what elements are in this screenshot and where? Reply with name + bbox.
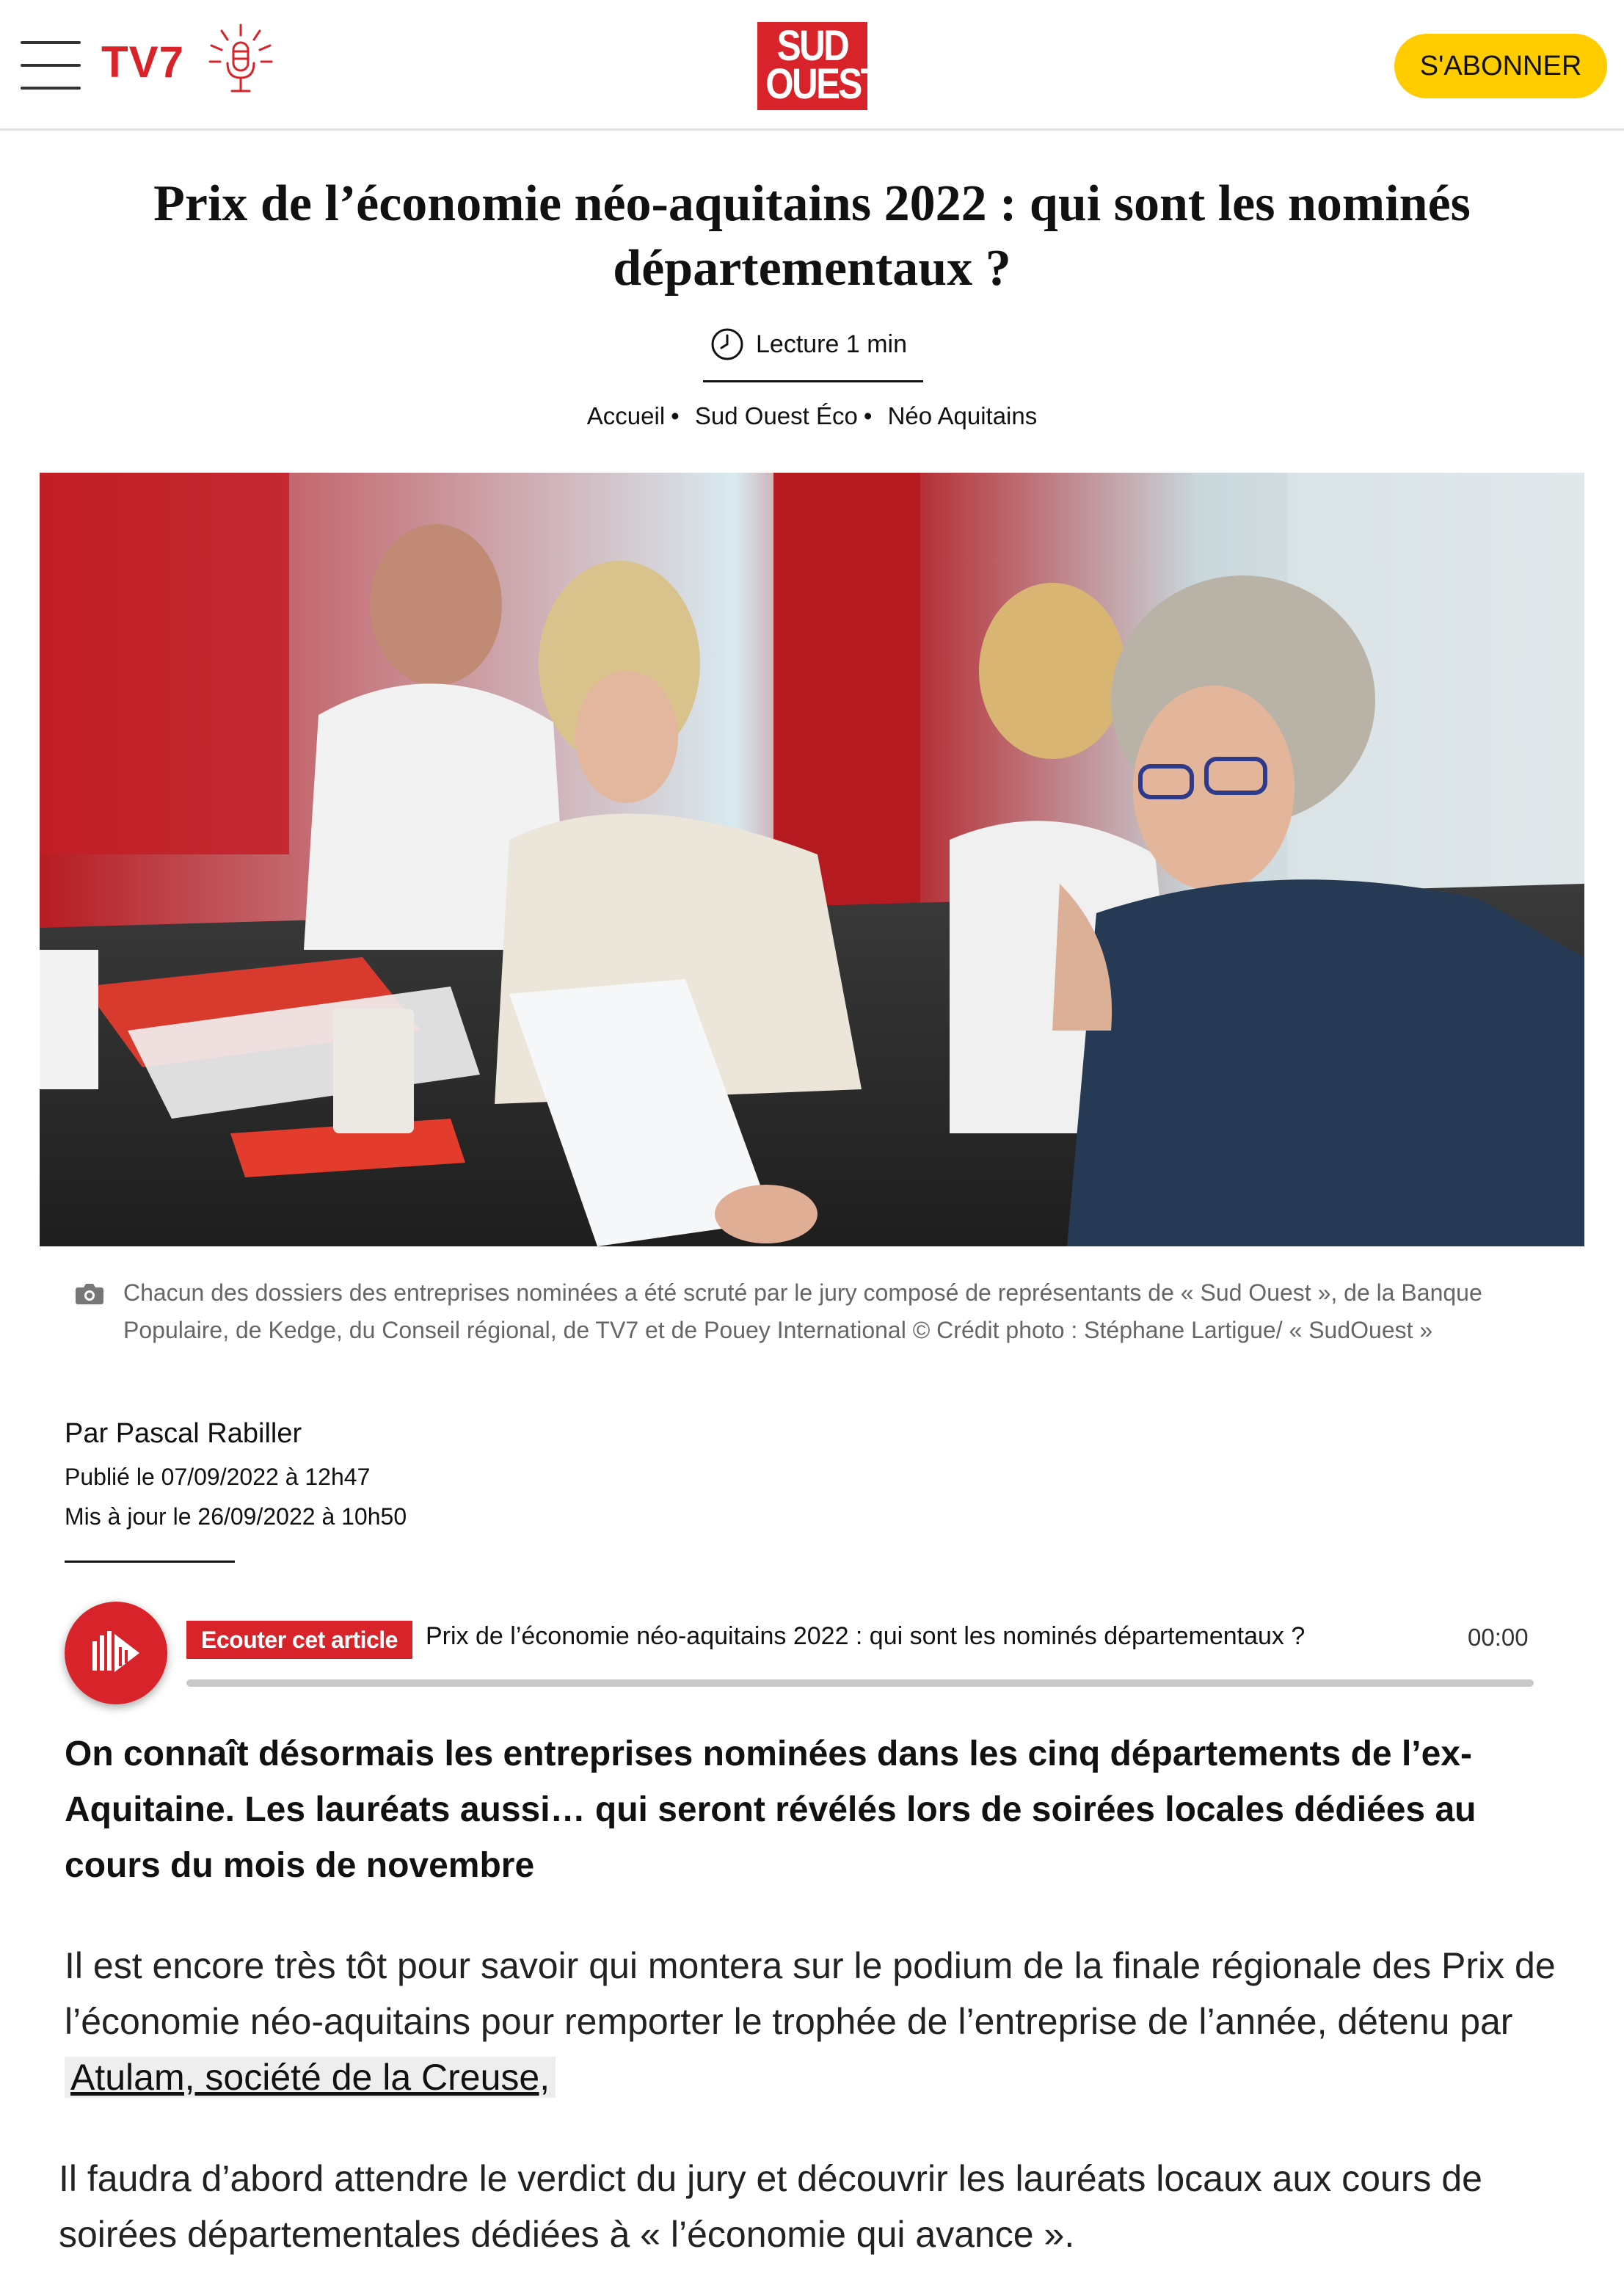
article-photo[interactable] — [40, 473, 1584, 1246]
breadcrumb-home[interactable]: Accueil — [586, 402, 666, 429]
audio-play-button[interactable] — [65, 1602, 167, 1704]
published-date: Publié le 07/09/2022 à 12h47 — [65, 1464, 371, 1490]
reading-time — [710, 326, 907, 363]
updated-date: Mis à jour le 26/09/2022 à 10h50 — [65, 1503, 407, 1530]
hamburger-icon[interactable] — [21, 41, 81, 90]
atulam-link[interactable]: Atulam, société de la Creuse, — [65, 2057, 556, 2098]
article-title: Prix de l’économie néo-aquitains 2022 : qui sont les nominés départementaux ? — [153, 175, 1471, 297]
clock-icon — [710, 327, 744, 361]
audio-time: 00:00 — [1468, 1624, 1529, 1651]
author-name[interactable]: Par Pascal Rabiller — [65, 1418, 302, 1449]
audio-progress-bar[interactable] — [186, 1679, 1534, 1687]
reading-time-label: Lecture 1 min — [756, 330, 907, 358]
title-divider — [703, 380, 923, 382]
subscribe-button[interactable]: S'ABONNER — [1394, 34, 1607, 98]
audio-title: Prix de l’économie néo-aquitains 2022 : qui sont les nominés départementaux ? — [426, 1622, 1306, 1650]
article-paragraph-2: Il faudra d’abord attendre le verdict du jury et découvrir les lauréats locaux aux cours de soirées départementales dédiées à « l’économie qui avance ». — [59, 2158, 1482, 2255]
sud-ouest-logo[interactable]: SUD OUEST — [757, 22, 867, 110]
breadcrumb-neo-aquitains[interactable]: Néo Aquitains — [887, 402, 1038, 429]
listen-badge[interactable]: Ecouter cet article — [186, 1621, 412, 1659]
paragraph-1-text: Il est encore très tôt pour savoir qui montera sur le podium de la finale régionale des Prix de l’économie néo-aquitains pour remporter le trophée de l’entreprise de l’année, détenu par — [65, 1945, 1556, 2042]
breadcrumb-separator: • — [863, 402, 873, 429]
article-lead: On connaît désormais les entreprises nominées dans les cinq départements de l’ex-Aquitaine. Les lauréats aussi… qui seront révélés lors de soirées locales dédiées au cours du mois de novembre — [65, 1734, 1476, 1885]
microphone-icon[interactable] — [205, 22, 276, 95]
play-audio-icon — [92, 1631, 141, 1675]
breadcrumb-separator: • — [671, 402, 680, 429]
camera-icon — [75, 1282, 104, 1305]
breadcrumb — [0, 402, 1624, 430]
site-header — [0, 0, 1624, 131]
photo-caption — [79, 1274, 1518, 1349]
caption-text: Chacun des dossiers des entreprises nominées a été scruté par le jury composé de représentants de « Sud Ouest », de la Banque Populaire, de Kedge, du Conseil régional, de TV7 et de Pouey International © Crédit photo : Stéphane Lartigue/ « SudOuest » — [123, 1279, 1482, 1343]
breadcrumb-eco[interactable]: Sud Ouest Éco — [694, 402, 858, 429]
article-paragraph-1 — [65, 1938, 1584, 2105]
byline-divider — [65, 1561, 235, 1563]
tv7-link[interactable]: TV7 — [101, 37, 185, 87]
